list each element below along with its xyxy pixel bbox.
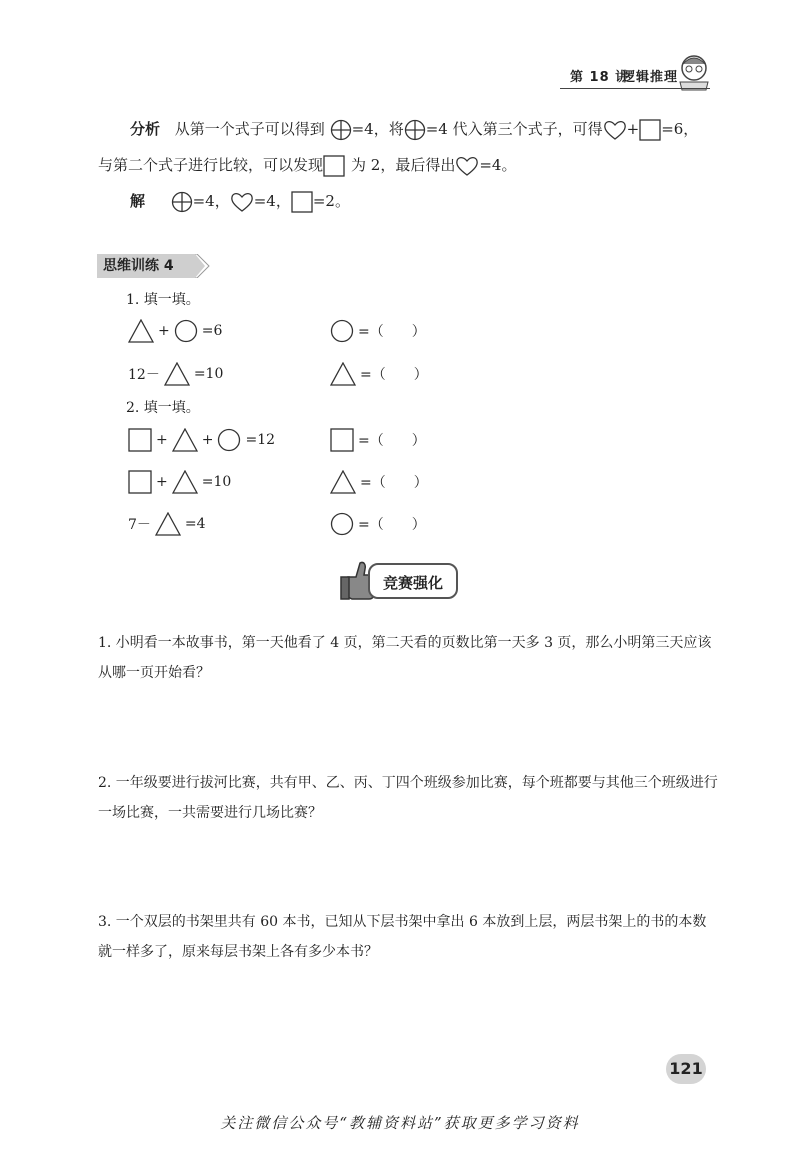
circle-icon: [174, 319, 198, 343]
problem-3: 3. 一个双层的书架里共有 60 本书，已知从下层书架中拿出 6 本放到上层，两层书架上的书的本数就一样多了，原来每层书架上各有多少本书？: [98, 914, 707, 960]
circle-cross-icon: [404, 119, 426, 141]
q2-answer-triangle: =（ ）: [330, 470, 428, 494]
lecture-topic: 逻辑推理: [622, 70, 679, 85]
q2-equation-1: + + =12: [128, 428, 275, 452]
q2-equation-2: + =10: [128, 470, 231, 494]
page-number: 121: [666, 1054, 706, 1084]
heart-icon: [230, 191, 254, 213]
triangle-icon: [330, 470, 356, 494]
solution-line: 解 =4， =4， =2。: [130, 190, 350, 213]
training-title: 思维训练 4: [97, 254, 191, 278]
triangle-icon: [155, 512, 181, 536]
problem-2: 2. 一年级要进行拔河比赛，共有甲、乙、丙、丁四个班级参加比赛，每个班都要与其他三个班级进行一场比赛，一共需要进行几场比赛？: [98, 775, 718, 821]
circle-icon: [217, 428, 241, 452]
circle-icon: [330, 319, 354, 343]
cartoon-reader-icon: [676, 52, 712, 92]
footer-watermark: 关注微信公众号“教辅资料站”获取更多学习资料: [220, 1114, 580, 1132]
analysis-label: 分析: [130, 120, 161, 138]
competition-title: 竞赛强化: [368, 563, 458, 599]
triangle-icon: [164, 362, 190, 386]
square-icon: [291, 191, 313, 213]
heart-icon: [455, 155, 479, 177]
q1-title: 1. 填一填。: [126, 292, 200, 308]
square-icon: [330, 428, 354, 452]
square-icon: [323, 155, 345, 177]
training-section-tag: [97, 254, 207, 278]
circle-icon: [330, 512, 354, 536]
square-icon: [128, 470, 152, 494]
q1-answer-triangle: =（ ）: [330, 362, 428, 386]
q1-answer-circle: =（ ）: [330, 319, 426, 343]
triangle-icon: [330, 362, 356, 386]
problem-1: 1. 小明看一本故事书，第一天他看了 4 页，第二天看的页数比第一天多 3 页，那么小明第三天应该从哪一页开始看？: [98, 635, 712, 681]
analysis-line-2: 与第二个式子进行比较，可以发现 为 2，最后得出 =4。: [98, 154, 516, 177]
analysis-line-1: 分析 从第一个式子可以得到 =4，将 =4 代入第三个式子，可得 + =6，: [130, 118, 698, 141]
competition-badge: [338, 557, 466, 603]
triangle-icon: [128, 319, 154, 343]
tag-arrow-icon: [191, 254, 211, 278]
triangle-icon: [172, 470, 198, 494]
solution-label: 解: [130, 192, 146, 210]
heart-icon: [603, 119, 627, 141]
q2-equation-3: 7－ =4: [128, 512, 206, 536]
q2-answer-square: =（ ）: [330, 428, 426, 452]
square-icon: [128, 428, 152, 452]
q1-equation-2: 12－ =10: [128, 362, 223, 386]
header-rule: [560, 88, 710, 89]
q2-title: 2. 填一填。: [126, 400, 200, 416]
circle-cross-icon: [171, 191, 193, 213]
q1-equation-1: + =6: [128, 319, 222, 343]
square-icon: [639, 119, 661, 141]
q2-answer-circle: =（ ）: [330, 512, 426, 536]
triangle-icon: [172, 428, 198, 452]
lecture-number: 第 18 讲: [570, 70, 630, 85]
circle-cross-icon: [330, 119, 352, 141]
